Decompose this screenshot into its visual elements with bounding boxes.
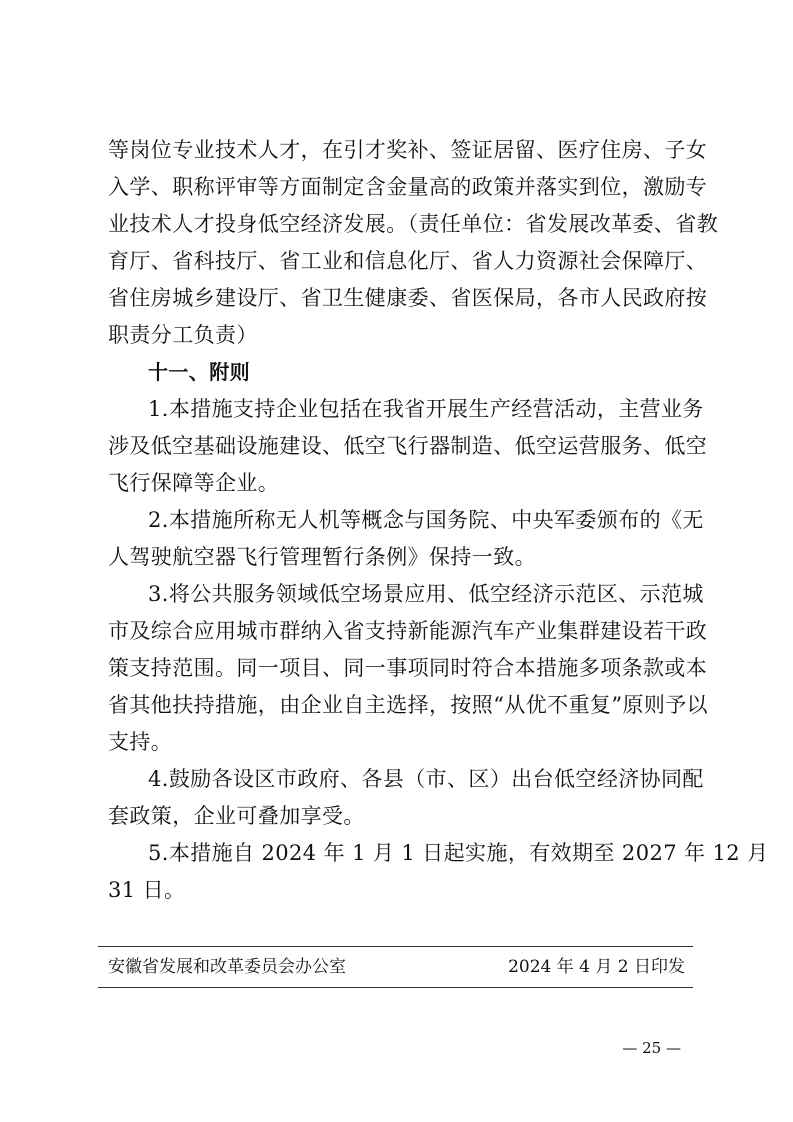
footer-top-rule — [98, 946, 693, 947]
item-3-line: 3.将公共服务领域低空场景应用、低空经济示范区、示范城 — [148, 582, 704, 606]
item-3-line: 省其他扶持措施，由企业自主选择，按照“从优不重复”原则予以 — [108, 693, 709, 717]
item-5-line: 31 日。 — [108, 878, 186, 902]
body-line: 省住房城乡建设厅、省卫生健康委、省医保局，各市人民政府按 — [108, 286, 708, 310]
footer-date: 2024 年 4 月 2 日印发 — [508, 957, 685, 977]
footer-bottom-rule — [98, 987, 693, 988]
item-3-line: 支持。 — [108, 730, 173, 754]
item-4-line: 套政策，企业可叠加享受。 — [108, 804, 365, 828]
footer-issuer: 安徽省发展和改革委员会办公室 — [108, 957, 346, 977]
item-1-line: 涉及低空基础设施建设、低空飞行器制造、低空运营服务、低空 — [108, 434, 708, 458]
item-4-line: 4.鼓励各设区市政府、各县（市、区）出台低空经济协同配 — [148, 767, 704, 791]
body-line: 入学、职称评审等方面制定含金量高的政策并落实到位，激励专 — [108, 175, 708, 199]
body-line: 育厅、省科技厅、省工业和信息化厅、省人力资源社会保障厅、 — [108, 249, 708, 273]
item-1-line: 飞行保障等企业。 — [108, 471, 280, 495]
item-2-line: 2.本措施所称无人机等概念与国务院、中央军委颁布的《无 — [148, 508, 704, 532]
item-2-line: 人驾驶航空器飞行管理暂行条例》保持一致。 — [108, 545, 536, 569]
item-3-line: 市及综合应用城市群纳入省支持新能源汽车产业集群建设若干政 — [108, 619, 708, 643]
item-1-line: 1.本措施支持企业包括在我省开展生产经营活动，主营业务 — [148, 397, 704, 421]
page-number: — 25 — — [622, 1039, 681, 1057]
section-heading: 十一、附则 — [148, 360, 250, 384]
body-line: 等岗位专业技术人才，在引才奖补、签证居留、医疗住房、子女 — [108, 138, 708, 162]
body-line: 职责分工负责） — [108, 323, 258, 347]
item-3-line: 策支持范围。同一项目、同一事项同时符合本措施多项条款或本 — [108, 656, 708, 680]
body-line: 业技术人才投身低空经济发展。（责任单位：省发展改革委、省教 — [108, 212, 719, 236]
item-5-line: 5.本措施自 2024 年 1 月 1 日起实施，有效期至 2027 年 12 月 — [148, 841, 769, 865]
